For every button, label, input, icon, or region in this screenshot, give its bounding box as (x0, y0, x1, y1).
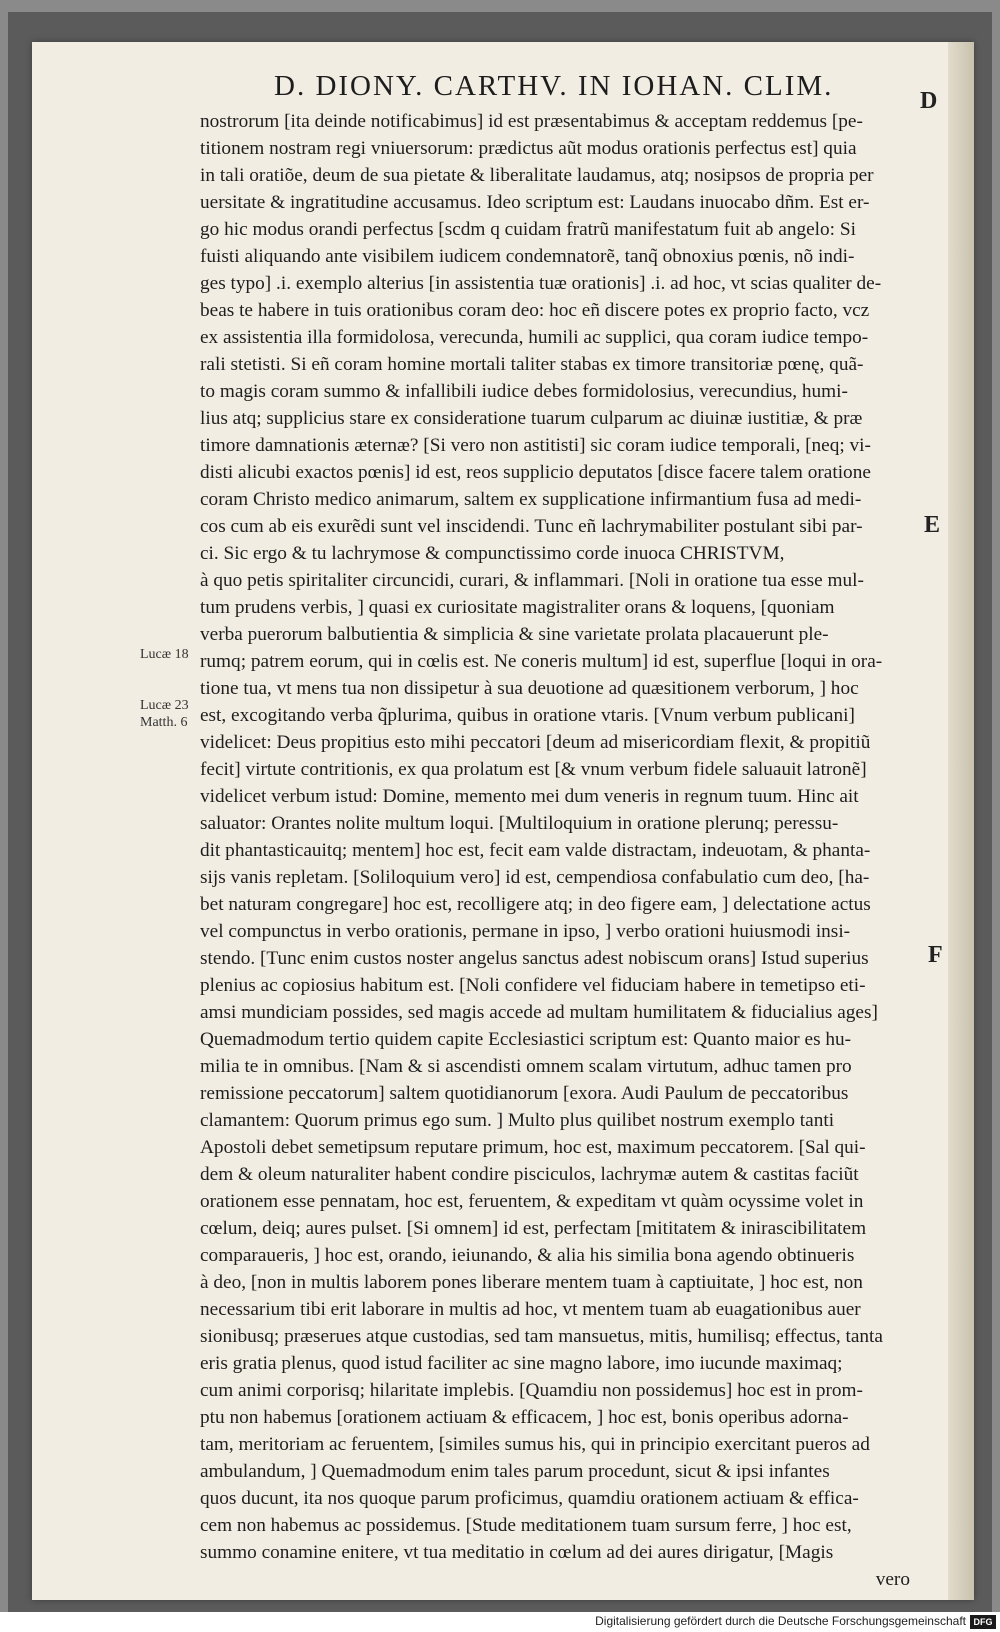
text-line: vero (875, 1569, 910, 1590)
text-line: ges typo] .i. exemplo alterius [in assistentia tuæ orationis] .i. ad hoc, vt scias qualiter de- (200, 273, 882, 294)
text-line: cum animi corporisq; hilaritate implebis. [Quamdiu non possidemus] hoc est in prom- (200, 1380, 863, 1401)
text-line: clamantem: Quorum primus ego sum. ] Multo plus quilibet nostrum exemplo tanti (200, 1110, 835, 1131)
text-line: saluator: Orantes nolite multum loqui. [Multiloquium in oratione plerunq; peressu- (200, 813, 839, 834)
text-line: summo conamine enitere, vt tua meditatio in cœlum ad dei aures dirigatur, [Magis (200, 1542, 834, 1563)
text-line: stendo. [Tunc enim custos noster angelus sanctus adest nobiscum orans] Istud superius (200, 948, 869, 969)
text-line: Apostoli debet semetipsum reputare primum, hoc est, maximum peccatorem. [Sal qui- (200, 1137, 866, 1158)
text-line: quos ducunt, ita nos quoque parum proficimus, quamdiu orationem actiuam & effica- (200, 1488, 859, 1509)
margin-letter-f: F (928, 942, 943, 968)
text-line: dit phantasticauitq; mentem] hoc est, fecit eam valde distractam, indeuotam, & phanta- (200, 840, 871, 861)
body-text (200, 108, 910, 1593)
text-line: Quemadmodum tertio quidem capite Ecclesiastici scriptum est: Quanto maior es hu- (200, 1029, 852, 1050)
text-line: go hic modus orandi perfectus [scdm q cuidam fratrũ manifestatum fuit ab angelo: Si (200, 219, 856, 240)
text-line: titionem nostram regi vniuersorum: prædictus aũt modus orationis perfectus est] quia (200, 138, 857, 159)
text-line: sijs vanis repletam. [Soliloquium vero] id est, cempendiosa confabulatio cum deo, [ha- (200, 867, 870, 888)
text-line: plenius ac copiosius habitum est. [Noli confidere vel fiduciam habere in temetipso eti- (200, 975, 866, 996)
text-line: ex assistentia illa formidolosa, verecunda, humili ac supplici, qua coram iudice tempo- (200, 327, 869, 348)
margin-letter-e: E (924, 512, 941, 538)
text-line: fuisti aliquando ante visibilem iudicem condemnatorẽ, tanq̃ obnoxius pœnis, nõ indi- (200, 246, 855, 267)
text-line: bet naturam congregare] hoc est, recolligere atq; in deo figere eam, ] delectatione actus (200, 894, 871, 915)
margin-note-lucae-23: Lucæ 23 (140, 698, 189, 713)
running-header: D. DIONY. CARTHV. IN IOHAN. CLIM. (274, 70, 834, 102)
text-line: cem non habemus ac possidemus. [Stude meditationem tuam sursum ferre, ] hoc est, (200, 1515, 852, 1536)
text-line: coram Christo medico animarum, saltem ex supplicatione infirmantium fusa ad medi- (200, 489, 862, 510)
text-line: ambulandum, ] Quemadmodum enim tales parum procedunt, sicut & ipsi infantes (200, 1461, 830, 1482)
text-line: tione tua, vt mens tua non dissipetur à sua deuotione ad quæsitionem verborum, ] hoc (200, 678, 859, 699)
margin-note-matth-6: Matth. 6 (140, 715, 188, 730)
text-line: comparaueris, ] hoc est, orando, ieiunando, & alia his similia bona agendo obtinueris (200, 1245, 855, 1266)
text-line: sionibusq; præserues atque custodias, sed tam mansuetus, mitis, humilisq; effectus, tanta (200, 1326, 883, 1347)
text-line: rali stetisti. Si eñ coram homine mortali taliter stabas ex timore transitoriæ pœnę, quã- (200, 354, 864, 375)
text-line: milia te in omnibus. [Nam & si ascendisti omnem scalam virtutum, adhuc tamen pro (200, 1056, 852, 1077)
text-line: ci. Sic ergo & tu lachrymose & compunctissimo corde inuoca CHRISTVM, (200, 543, 785, 564)
text-line: beas te habere in tuis orationibus coram deo: hoc eñ discere potes ex proprio facto, vcz (200, 300, 870, 321)
footer-bar (0, 1612, 1000, 1632)
text-line: necessarium tibi erit laborare in multis ad hoc, vt mentem tuam ab euagationibus auer (200, 1299, 861, 1320)
text-line: to magis coram summo & infallibili iudice debes formidolosius, verecundius, humi- (200, 381, 848, 402)
text-line: est, excogitando verba q̃plurima, quibus in oratione vtaris. [Vnum verbum publicani] (200, 705, 855, 726)
text-line: remissione peccatorum] saltem quotidianorum [exora. Audi Paulum de peccatoribus (200, 1083, 849, 1104)
text-line: tam, meritoriam ac feruentem, [similes sumus his, qui in principio exercitant pueros ad (200, 1434, 870, 1455)
text-line: amsi mundiciam possides, sed magis accede ad multam humilitatem & fiducialius ages] (200, 1002, 878, 1023)
book-page (32, 42, 974, 1600)
text-line: fecit] virtute contritionis, ex qua prolatum est [& vnum verbum fidele saluauit latronẽ] (200, 759, 867, 780)
text-line: videlicet: Deus propitius esto mihi peccatori [deum ad misericordiam flexit, & propitiũ (200, 732, 871, 753)
text-line: orationem esse pennatam, hoc est, feruentem, & expeditam vt quàm ocyssime volet in (200, 1191, 864, 1212)
text-line: videlicet verbum istud: Domine, memento mei dum veneris in regnum tuum. Hinc ait (200, 786, 859, 807)
margin-note-lucae-18: Lucæ 18 (140, 647, 189, 662)
text-line: dem & oleum naturaliter habent condire pisciculos, lachrymæ autem & castitas faciũt (200, 1164, 859, 1185)
text-line: eris gratia plenus, quod istud faciliter ac sine magno labore, imo iucunde maximaq; (200, 1353, 843, 1374)
text-line: lius atq; supplicius stare ex consideratione tuarum culparum ac diuinæ iustitiæ, & præ (200, 408, 863, 429)
text-line: cœlum, deiq; aures pulset. [Si omnem] id est, perfectam [mititatem & inirascibilitatem (200, 1218, 867, 1239)
page-edge (948, 42, 974, 1600)
text-line: rumq; patrem eorum, qui in cœlis est. Ne coneris multum] id est, superflue [loqui in ora- (200, 651, 883, 672)
text-line: verba puerorum balbutientia & simplicia & sine varietate prolata placauerunt ple- (200, 624, 829, 645)
text-line: nostrorum [ita deinde notificabimus] id est præsentabimus & acceptam reddemus [pe- (200, 111, 863, 132)
text-line: à deo, [non in multis laborem pones liberare mentem tuam à captiuitate, ] hoc est, non (200, 1272, 863, 1293)
dfg-logo: DFG (970, 1615, 996, 1629)
text-line: cos cum ab eis exurẽdi sunt vel inscidendi. Tunc eñ lachrymabiliter postulant sibi par- (200, 516, 863, 537)
text-line: in tali oratiõe, deum de sua pietate & liberalitate laudamus, atq; nosipsos de propria per (200, 165, 874, 186)
text-line: tum prudens verbis, ] quasi ex curiositate magistraliter orans & loquens, [quoniam (200, 597, 835, 618)
text-line: disti alicubi exactos pœnis] id est, reos supplicio deputatos [disce facere talem oratione (200, 462, 871, 483)
margin-letter-d: D (920, 88, 938, 114)
text-line: à quo petis spiritaliter circuncidi, curari, & inflammari. [Noli in oratione tua esse mul- (200, 570, 864, 591)
text-line: uersitate & ingratitudine accusamus. Ideo scriptum est: Laudans inuocabo dñm. Est er- (200, 192, 870, 213)
text-line: timore damnationis æternæ? [Si vero non astitisti] sic coram iudice temporali, [neq; vi- (200, 435, 871, 456)
funding-notice: Digitalisierung gefördert durch die Deutsche Forschungsgemeinschaft (595, 1614, 966, 1628)
text-line: ptu non habemus [orationem actiuam & efficacem, ] hoc est, bonis operibus adorna- (200, 1407, 849, 1428)
text-line: vel compunctus in verbo orationis, permane in ipso, ] verbo orationi huiusmodi insi- (200, 921, 851, 942)
